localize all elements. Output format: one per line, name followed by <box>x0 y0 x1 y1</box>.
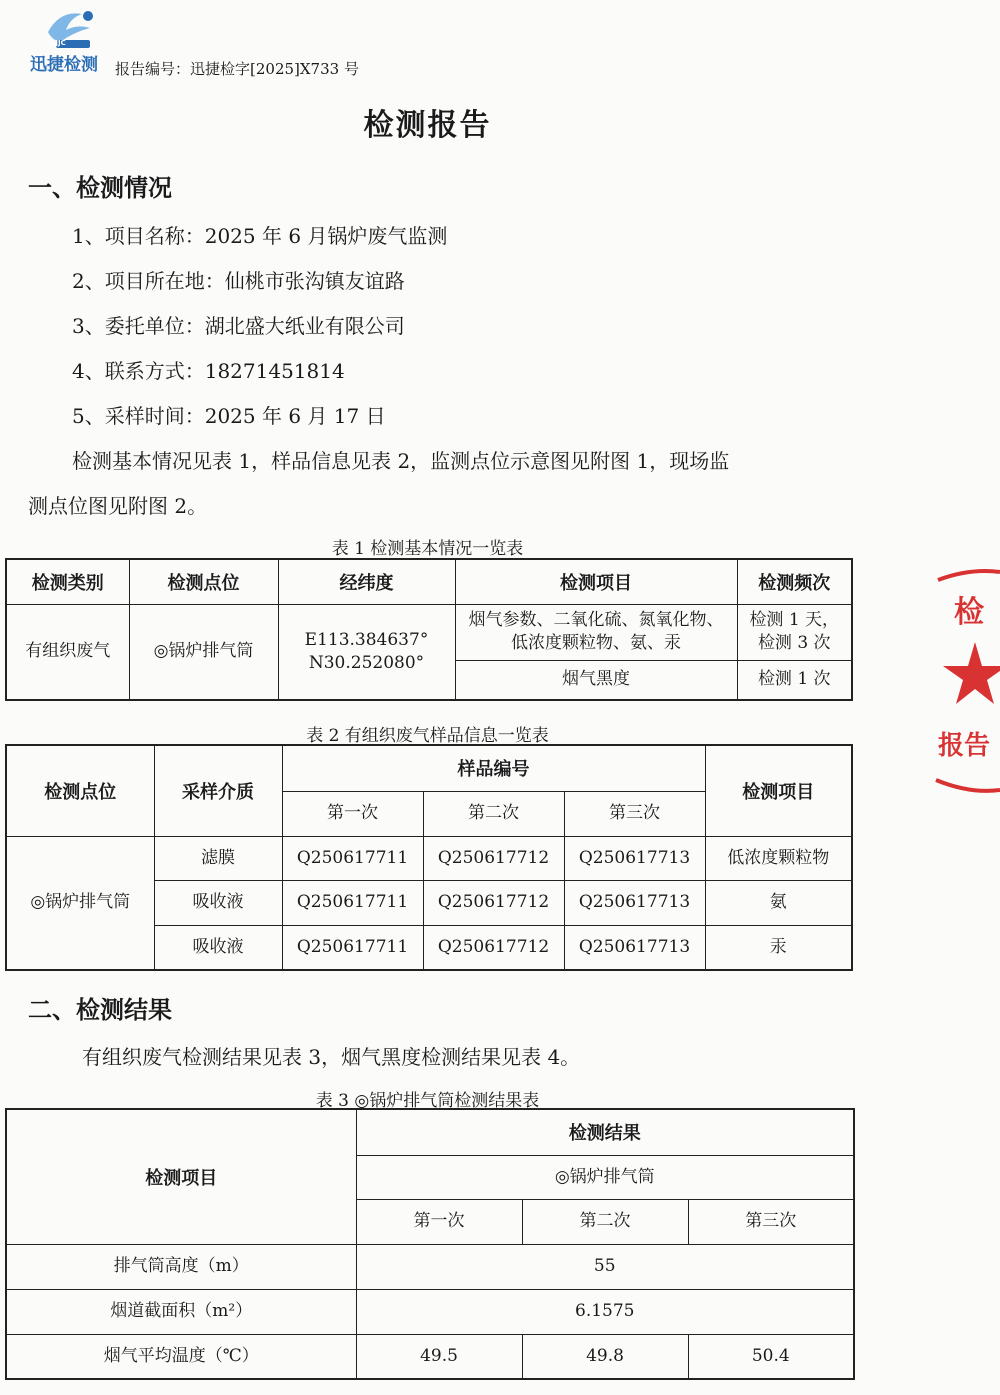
table2-sample-info <box>5 744 853 971</box>
t2-item: 汞 <box>705 925 852 970</box>
t2-item: 低浓度颗粒物 <box>705 836 852 880</box>
t3-height-value: 55 <box>356 1244 854 1289</box>
stamp-top-text: 检 <box>954 595 984 630</box>
t3-header-item: 检测项目 <box>6 1109 356 1244</box>
contact: 4、联系方式：18271451814 <box>72 359 345 383</box>
t2-header-medium: 采样介质 <box>154 745 282 836</box>
red-seal-stamp <box>930 568 1000 798</box>
t2-sample: Q250617713 <box>564 836 705 880</box>
t2-sample: Q250617713 <box>564 880 705 925</box>
t2-item: 氨 <box>705 880 852 925</box>
t3-sub-1: 第一次 <box>356 1199 522 1244</box>
t1-header-point: 检测点位 <box>129 559 278 604</box>
t1-coords <box>278 604 455 700</box>
page-title: 检测报告 <box>363 108 492 143</box>
section1-heading: 一、检测情况 <box>28 174 172 202</box>
t2-sample: Q250617712 <box>423 836 564 880</box>
t1-row2-freq: 检测 1 次 <box>737 660 852 700</box>
t3-header-result: 检测结果 <box>356 1109 854 1155</box>
t2-header-point: 检测点位 <box>6 745 154 836</box>
t2-header-item: 检测项目 <box>705 745 852 836</box>
t1-point: ◎锅炉排气筒 <box>129 604 278 700</box>
project-name: 1、项目名称：2025 年 6 月锅炉废气监测 <box>72 224 448 248</box>
table1-basic-info <box>5 558 853 701</box>
table2-caption: 表 2 有组织废气样品信息一览表 <box>306 726 549 746</box>
t2-sub-3: 第三次 <box>564 791 705 836</box>
t2-sample: Q250617713 <box>564 925 705 970</box>
t1-category: 有组织废气 <box>6 604 129 700</box>
logo-text: 迅捷检测 <box>30 55 98 75</box>
logo-subtext: XJJC <box>50 39 66 47</box>
stamp-bottom-text: 报告 <box>938 731 991 761</box>
t2-header-sample: 样品编号 <box>282 745 705 791</box>
t3-temp-label: 烟气平均温度（℃） <box>6 1334 356 1379</box>
t1-row1-items: 烟气参数、二氧化硫、氮氧化物、低浓度颗粒物、氨、汞 <box>455 604 737 660</box>
t2-medium: 滤膜 <box>154 836 282 880</box>
project-location: 2、项目所在地：仙桃市张沟镇友谊路 <box>72 269 405 293</box>
table1-caption: 表 1 检测基本情况一览表 <box>331 539 524 559</box>
t1-lat: N30.252080° <box>308 652 425 673</box>
summary-line2: 测点位图见附图 2。 <box>28 494 208 518</box>
section2-heading: 二、检测结果 <box>28 996 172 1024</box>
t2-sample: Q250617711 <box>282 880 423 925</box>
t2-point: ◎锅炉排气筒 <box>6 836 154 970</box>
client: 3、委托单位：湖北盛大纸业有限公司 <box>72 314 405 338</box>
t3-sub-3: 第三次 <box>688 1199 854 1244</box>
t1-header-items: 检测项目 <box>455 559 737 604</box>
t2-medium: 吸收液 <box>154 880 282 925</box>
t2-sub-2: 第二次 <box>423 791 564 836</box>
t2-medium: 吸收液 <box>154 925 282 970</box>
t3-area-label: 烟道截面积（m²） <box>6 1289 356 1334</box>
t2-sample: Q250617712 <box>423 880 564 925</box>
t2-sample: Q250617711 <box>282 925 423 970</box>
table3-results <box>5 1108 855 1380</box>
t2-sub-1: 第一次 <box>282 791 423 836</box>
table3-caption: 表 3 ◎锅炉排气筒检测结果表 <box>315 1091 540 1111</box>
t3-temp-3: 50.4 <box>688 1334 854 1379</box>
t1-lon: E113.384637° <box>304 629 429 650</box>
sampling-time: 5、采样时间：2025 年 6 月 17 日 <box>72 404 386 428</box>
t3-header-point: ◎锅炉排气筒 <box>356 1155 854 1199</box>
t2-sample: Q250617711 <box>282 836 423 880</box>
t1-header-coords: 经纬度 <box>278 559 455 604</box>
t3-sub-2: 第二次 <box>522 1199 688 1244</box>
t1-header-frequency: 检测频次 <box>737 559 852 604</box>
t1-row1-freq-b: 检测 3 次 <box>757 633 831 653</box>
t1-header-category: 检测类别 <box>6 559 129 604</box>
t3-height-label: 排气筒高度（m） <box>6 1244 356 1289</box>
t3-temp-2: 49.8 <box>522 1334 688 1379</box>
report-number: 报告编号：迅捷检字[2025]X733 号 <box>115 60 359 78</box>
t1-row2-items: 烟气黑度 <box>455 660 737 700</box>
t3-temp-1: 49.5 <box>356 1334 522 1379</box>
t1-row1-freq <box>737 604 852 660</box>
t3-area-value: 6.1575 <box>356 1289 854 1334</box>
t2-sample: Q250617712 <box>423 925 564 970</box>
t1-row1-freq-a: 检测 1 天， <box>749 610 840 631</box>
summary-line1: 检测基本情况见表 1，样品信息见表 2，监测点位示意图见附图 1，现场监 <box>72 449 730 473</box>
section2-para: 有组织废气检测结果见表 3，烟气黑度检测结果见表 4。 <box>82 1045 581 1069</box>
